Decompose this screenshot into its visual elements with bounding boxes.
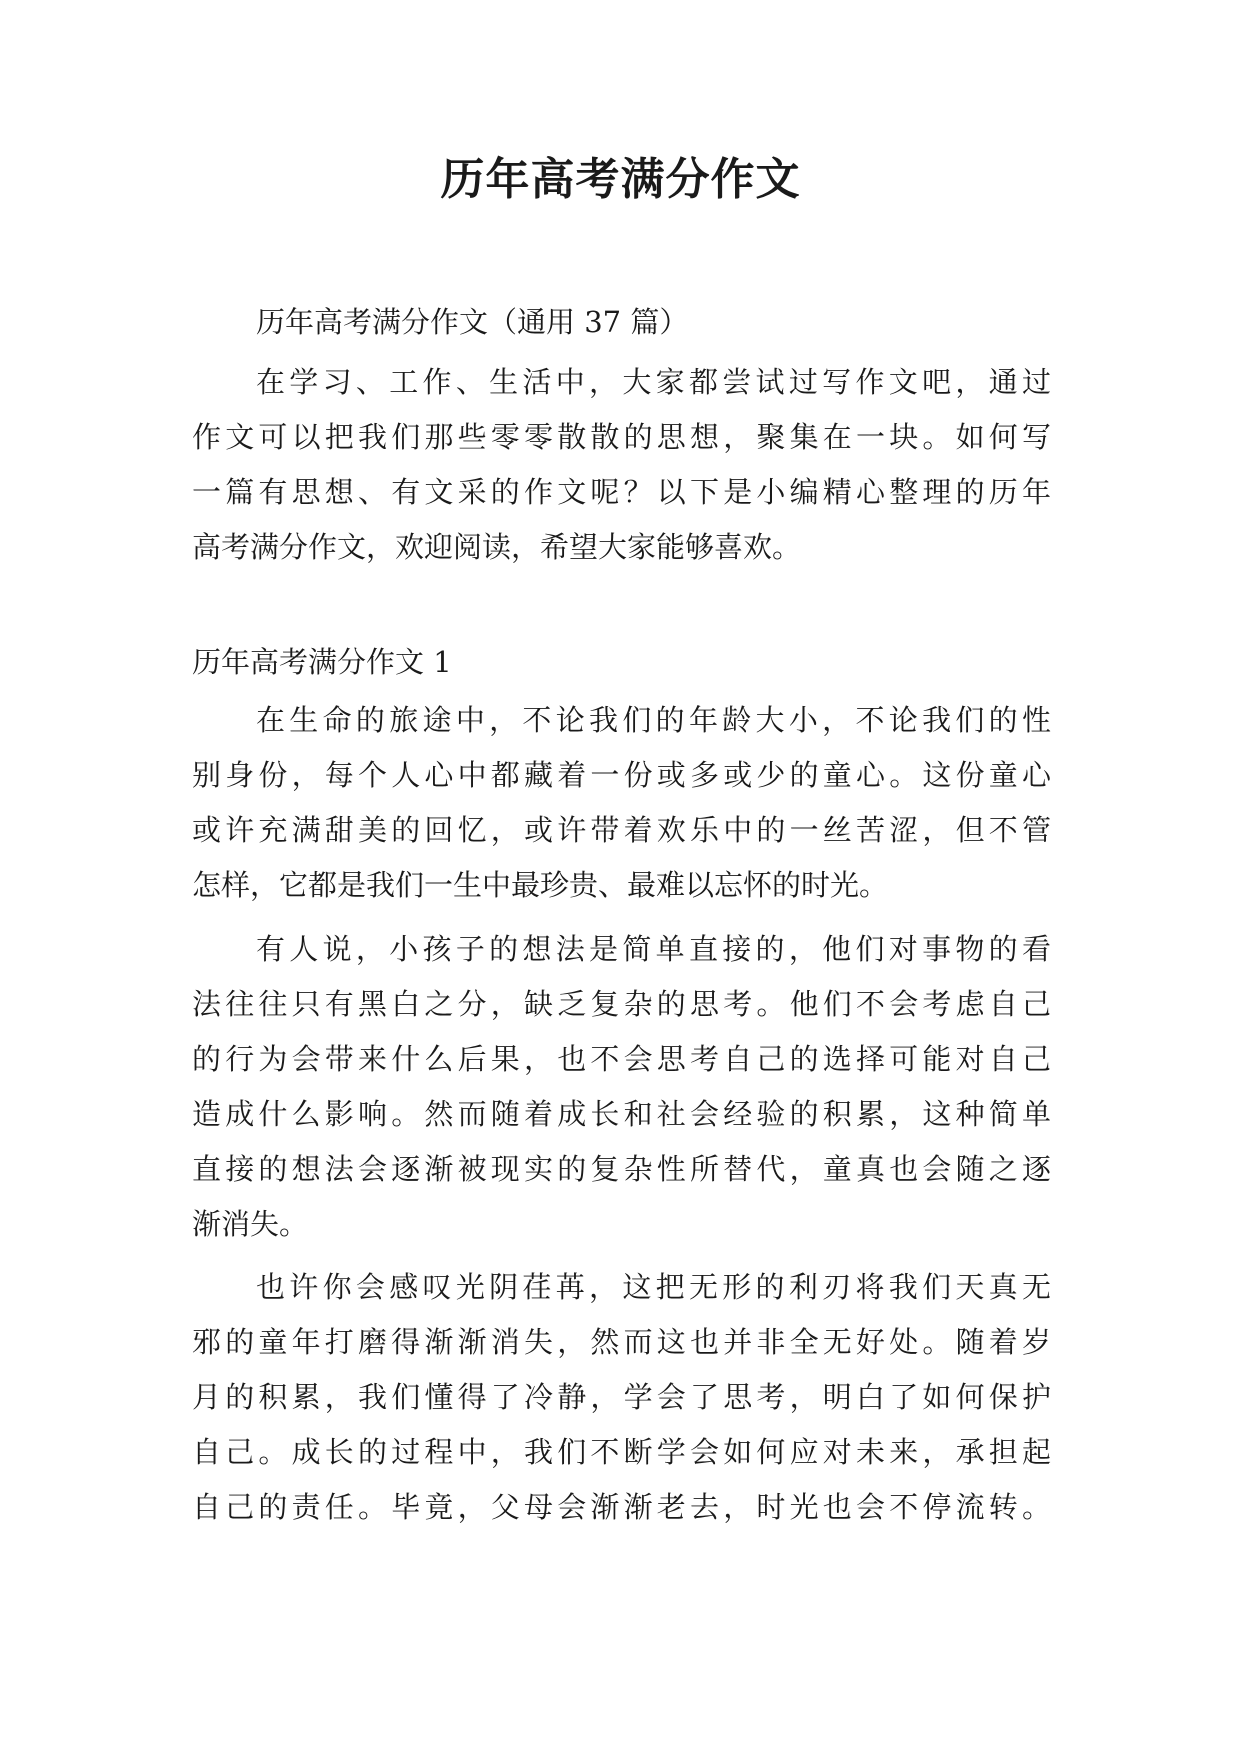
document-subtitle: 历年高考满分作文（通用 37 篇）: [256, 305, 689, 339]
paragraph-line: 别身份，每个人心中都藏着一份或多或少的童心。这份童心: [192, 758, 1051, 792]
intro-line: 作文可以把我们那些零零散散的思想，聚集在一块。如何写: [192, 420, 1051, 454]
paragraph-line: 直接的想法会逐渐被现实的复杂性所替代，童真也会随之逐: [192, 1152, 1051, 1186]
paragraph-line: 渐消失。: [192, 1207, 309, 1241]
intro-line: 在学习、工作、生活中，大家都尝试过写作文吧，通过: [256, 365, 1051, 399]
paragraph-line: 造成什么影响。然而随着成长和社会经验的积累，这种简单: [192, 1097, 1051, 1131]
intro-line: 高考满分作文，欢迎阅读，希望大家能够喜欢。: [192, 530, 802, 564]
paragraph-line: 有人说，小孩子的想法是简单直接的，他们对事物的看: [256, 932, 1051, 966]
paragraph-line: 法往往只有黑白之分，缺乏复杂的思考。他们不会考虑自己: [192, 987, 1051, 1021]
paragraph-line: 也许你会感叹光阴荏苒，这把无形的利刃将我们天真无: [256, 1270, 1051, 1304]
paragraph-line: 自己的责任。毕竟，父母会渐渐老去，时光也会不停流转。: [192, 1490, 1051, 1524]
paragraph-line: 怎样，它都是我们一生中最珍贵、最难以忘怀的时光。: [192, 868, 889, 902]
paragraph-line: 在生命的旅途中，不论我们的年龄大小，不论我们的性: [256, 703, 1051, 737]
paragraph-line: 自己。成长的过程中，我们不断学会如何应对未来，承担起: [192, 1435, 1051, 1469]
paragraph-line: 邪的童年打磨得渐渐消失，然而这也并非全无好处。随着岁: [192, 1325, 1051, 1359]
paragraph-line: 月的积累，我们懂得了冷静，学会了思考，明白了如何保护: [192, 1380, 1051, 1414]
document-title: 历年高考满分作文: [440, 154, 801, 205]
intro-line: 一篇有思想、有文采的作文呢？以下是小编精心整理的历年: [192, 475, 1051, 509]
section-heading: 历年高考满分作文 1: [192, 645, 452, 679]
paragraph-line: 的行为会带来什么后果，也不会思考自己的选择可能对自己: [192, 1042, 1051, 1076]
paragraph-line: 或许充满甜美的回忆，或许带着欢乐中的一丝苦涩，但不管: [192, 813, 1051, 847]
